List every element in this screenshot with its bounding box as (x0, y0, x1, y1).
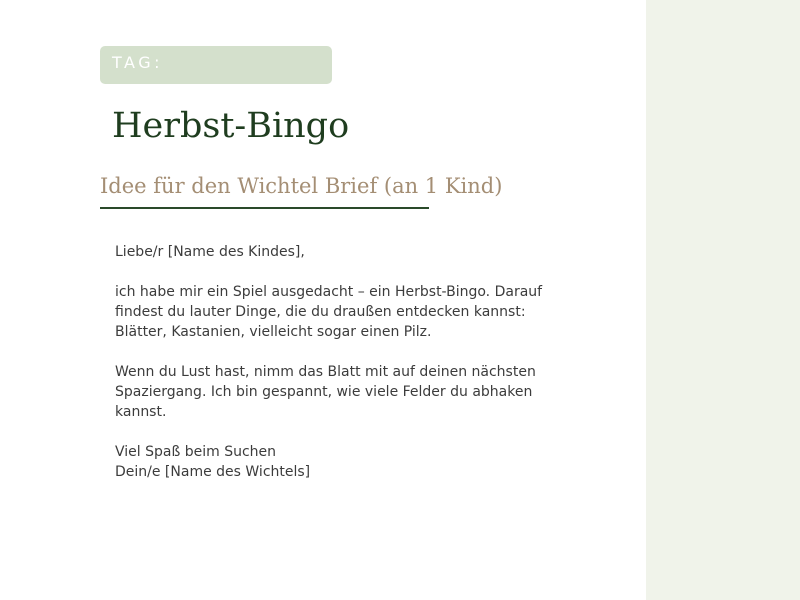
side-panel (646, 0, 800, 600)
paragraph-line: Blätter, Kastanien, vielleicht sogar einen Pilz. (115, 324, 432, 340)
section-subtitle: Idee für den Wichtel Brief (an 1 Kind) (100, 174, 503, 198)
subtitle-underline (100, 207, 429, 209)
signature-line: Dein/e [Name des Wichtels] (115, 464, 311, 480)
letter-paragraph-2 (115, 362, 615, 422)
salutation-line: Liebe/r [Name des Kindes], (115, 244, 305, 260)
letter-closing (115, 442, 615, 482)
tag-label: TAG: (100, 46, 332, 84)
paragraph-line: Spaziergang. Ich bin gespannt, wie viele Felder du abhaken (115, 384, 533, 400)
page-title: Herbst-Bingo (112, 106, 350, 146)
paragraph-line: Wenn du Lust hast, nimm das Blatt mit auf deinen nächsten (115, 364, 536, 380)
paragraph-line: kannst. (115, 404, 167, 420)
paragraph-line: ich habe mir ein Spiel ausgedacht – ein Herbst-Bingo. Darauf (115, 284, 543, 300)
paragraph-line: findest du lauter Dinge, die du draußen entdecken kannst: (115, 304, 526, 320)
letter-paragraph-1 (115, 282, 615, 342)
letter-body (115, 242, 615, 482)
closing-line: Viel Spaß beim Suchen (115, 444, 277, 460)
letter-salutation (115, 242, 615, 262)
